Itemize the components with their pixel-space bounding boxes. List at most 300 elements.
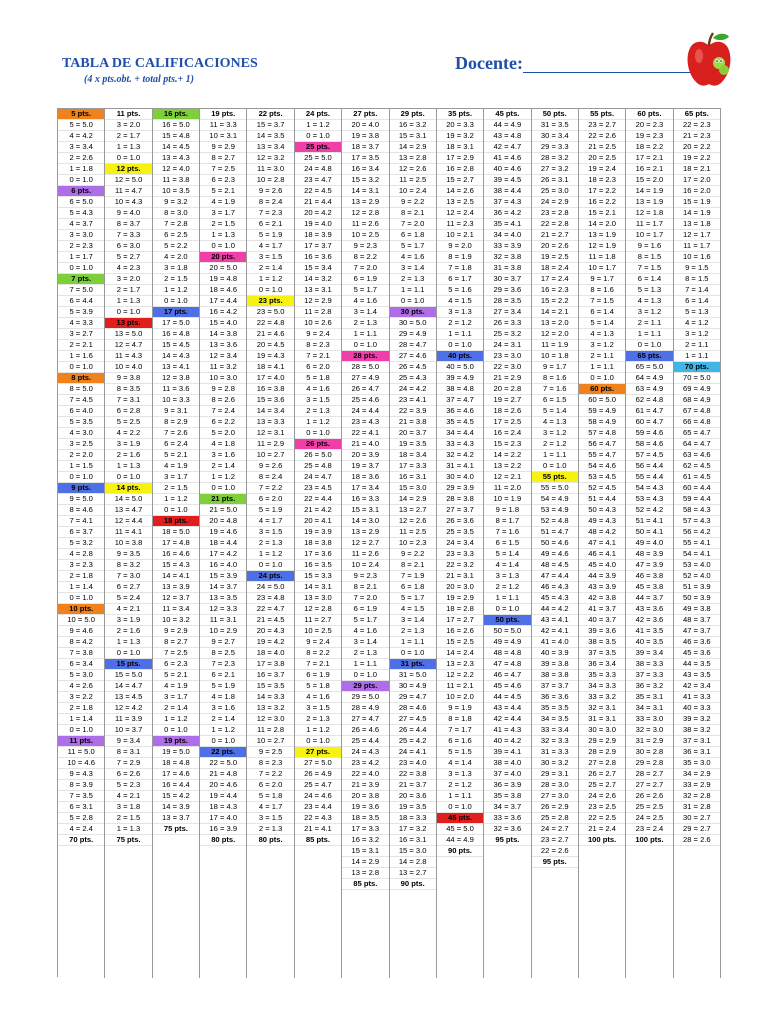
table-column — [342, 109, 389, 978]
grade-cell: 19 = 4.0 — [295, 219, 341, 230]
grade-cell: 22 = 4.5 — [295, 186, 341, 197]
grade-cell: 25 = 5.0 — [295, 153, 341, 164]
points-header: 50 pts. — [532, 109, 578, 120]
grade-cell: 34 = 4.4 — [437, 428, 483, 439]
points-header: 27 pts. — [342, 109, 388, 120]
grade-cell: 32 = 3.1 — [579, 703, 625, 714]
grade-cell: 28 = 3.0 — [532, 780, 578, 791]
grade-cell: 7 = 2.2 — [247, 769, 293, 780]
grade-cell: 7 = 1.6 — [484, 527, 530, 538]
points-header: 65 pts. — [674, 109, 720, 120]
grade-cell: 30 = 3.7 — [484, 274, 530, 285]
grade-cell: 24 = 2.7 — [532, 824, 578, 835]
grade-cell: 49 = 4.9 — [484, 637, 530, 648]
grade-cell: 23 = 4.1 — [390, 395, 436, 406]
points-header: 15 pts. — [105, 659, 151, 670]
grade-cell: 6 = 3.1 — [58, 802, 104, 813]
grade-cell: 19 = 2.7 — [484, 395, 530, 406]
grade-cell: 23 = 4.5 — [295, 483, 341, 494]
grade-cell: 13 = 4.7 — [105, 505, 151, 516]
grade-cell: 9 = 1.9 — [437, 703, 483, 714]
grade-cell: 38 = 3.8 — [532, 670, 578, 681]
grade-cell: 10 = 3.5 — [153, 186, 199, 197]
grade-cell: 12 = 1.8 — [626, 208, 672, 219]
grade-cell: 24 = 4.7 — [295, 472, 341, 483]
grade-cell: 11 = 2.5 — [390, 175, 436, 186]
grade-cell: 2 = 1.3 — [295, 406, 341, 417]
grade-cell: 7 = 2.1 — [295, 351, 341, 362]
grade-cell: 46 = 4.3 — [532, 582, 578, 593]
grade-cell: 8 = 2.1 — [390, 560, 436, 571]
grade-cell: 12 = 3.7 — [153, 593, 199, 604]
grade-cell: 16 = 3.2 — [342, 835, 388, 846]
grade-cell: 45 = 3.8 — [626, 582, 672, 593]
points-footer: 100 pts. — [579, 835, 625, 846]
grade-cell: 8 = 1.8 — [437, 714, 483, 725]
grade-cell: 31 = 2.8 — [674, 802, 720, 813]
points-header: 31 pts. — [390, 659, 436, 670]
table-column — [105, 109, 152, 978]
grade-cell: 6 = 2.7 — [105, 582, 151, 593]
grade-cell: 15 = 4.2 — [153, 791, 199, 802]
grade-cell: 35 = 3.5 — [532, 703, 578, 714]
grade-cell: 18 = 2.1 — [674, 164, 720, 175]
grade-cell: 9 = 2.6 — [247, 461, 293, 472]
grade-cell: 24 = 4.3 — [342, 747, 388, 758]
grade-cell: 7 = 2.8 — [153, 219, 199, 230]
grade-cell: 25 = 4.2 — [390, 736, 436, 747]
grade-cell: 15 = 3.6 — [247, 395, 293, 406]
points-header: 70 pts. — [674, 362, 720, 373]
grade-cell: 22 = 4.0 — [342, 769, 388, 780]
grade-cell: 21 = 2.3 — [674, 131, 720, 142]
grade-cell: 13 = 3.4 — [247, 142, 293, 153]
grade-cell: 40 = 3.5 — [626, 637, 672, 648]
grade-cell: 14 = 3.3 — [247, 692, 293, 703]
grade-cell: 17 = 3.3 — [390, 461, 436, 472]
grade-cell: 42 = 4.7 — [484, 142, 530, 153]
grade-cell: 13 = 3.7 — [153, 813, 199, 824]
grade-cell: 15 = 4.3 — [153, 560, 199, 571]
grade-cell: 1 = 1.1 — [390, 637, 436, 648]
grade-cell: 39 = 3.6 — [579, 626, 625, 637]
grade-cell: 11 = 2.6 — [342, 219, 388, 230]
grade-cell: 1 = 1.1 — [484, 593, 530, 604]
table-column — [484, 109, 531, 978]
grade-cell: 8 = 2.9 — [153, 417, 199, 428]
grade-cell: 23 = 4.4 — [295, 802, 341, 813]
grade-cell: 8 = 3.9 — [58, 780, 104, 791]
grade-cell: 16 = 2.2 — [579, 197, 625, 208]
grade-cell: 16 = 4.0 — [200, 560, 246, 571]
grade-cell: 8 = 2.5 — [200, 648, 246, 659]
points-header: 50 pts. — [484, 615, 530, 626]
grade-cell: 18 = 3.8 — [295, 538, 341, 549]
grade-cell: 29 = 3.6 — [484, 285, 530, 296]
grade-cell: 17 = 3.8 — [247, 659, 293, 670]
grade-cell: 22 = 5.0 — [200, 758, 246, 769]
grade-cell: 12 = 2.8 — [342, 208, 388, 219]
grade-cell: 1 = 1.5 — [58, 461, 104, 472]
grade-cell: 5 = 1.3 — [626, 285, 672, 296]
points-header: 17 pts. — [153, 307, 199, 318]
grade-cell: 10 = 2.7 — [247, 450, 293, 461]
grade-cell: 27 = 4.9 — [342, 373, 388, 384]
grade-cell: 11 = 2.3 — [437, 219, 483, 230]
grade-cell: 27 = 4.6 — [390, 351, 436, 362]
grade-cell: 6 = 1.6 — [437, 736, 483, 747]
grade-cell: 22 = 3.8 — [390, 769, 436, 780]
grade-cell: 11 = 3.6 — [153, 384, 199, 395]
grade-cell: 8 = 2.1 — [390, 208, 436, 219]
grade-cell: 13 = 2.0 — [532, 318, 578, 329]
grade-cell: 17 = 5.0 — [153, 318, 199, 329]
grade-cell: 15 = 3.0 — [390, 846, 436, 857]
grade-cell: 10 = 2.6 — [295, 318, 341, 329]
grade-cell: 2 = 1.3 — [390, 274, 436, 285]
grade-cell: 15 = 2.0 — [626, 175, 672, 186]
grade-cell: 38 = 4.0 — [484, 758, 530, 769]
grade-cell: 10 = 1.9 — [484, 494, 530, 505]
grade-cell: 31 = 2.9 — [626, 736, 672, 747]
grade-cell: 7 = 1.5 — [626, 263, 672, 274]
grade-cell: 7 = 3.3 — [105, 230, 151, 241]
grade-cell: 6 = 1.8 — [390, 582, 436, 593]
grade-cell: 51 = 3.9 — [674, 582, 720, 593]
grade-cell: 0 = 1.0 — [532, 461, 578, 472]
grade-cell: 40 = 4.2 — [484, 736, 530, 747]
table-column — [626, 109, 673, 978]
grade-cell: 7 = 2.4 — [200, 406, 246, 417]
grade-cell: 1 = 1.3 — [105, 824, 151, 835]
grade-cell: 10 = 2.8 — [247, 175, 293, 186]
grade-cell: 27 = 3.7 — [437, 505, 483, 516]
grade-cell: 10 = 1.7 — [579, 263, 625, 274]
grade-cell: 6 = 2.0 — [295, 362, 341, 373]
grade-cell: 50 = 5.0 — [484, 626, 530, 637]
grade-cell: 16 = 2.4 — [484, 428, 530, 439]
grade-cell: 33 = 3.9 — [484, 241, 530, 252]
grade-cell: 14 = 2.4 — [437, 648, 483, 659]
grade-cell: 11 = 2.8 — [247, 725, 293, 736]
grade-cell: 28 = 2.7 — [626, 769, 672, 780]
points-header: 10 pts. — [58, 604, 104, 615]
table-column — [532, 109, 579, 978]
points-footer: 90 pts. — [437, 846, 483, 857]
grade-cell: 9 = 2.2 — [390, 197, 436, 208]
grade-cell: 3 = 2.5 — [58, 439, 104, 450]
grade-cell: 2 = 2.6 — [58, 153, 104, 164]
grade-cell: 3 = 2.7 — [58, 329, 104, 340]
grade-cell: 15 = 2.1 — [579, 208, 625, 219]
points-header: 21 pts. — [200, 494, 246, 505]
grade-cell: 21 = 4.0 — [342, 439, 388, 450]
grade-cell: 2 = 1.3 — [390, 626, 436, 637]
points-header: 55 pts. — [579, 109, 625, 120]
grade-cell: 47 = 4.4 — [532, 571, 578, 582]
grade-cell: 3 = 1.4 — [390, 615, 436, 626]
grade-cell: 30 = 4.0 — [437, 472, 483, 483]
grade-cell: 52 = 4.2 — [626, 505, 672, 516]
grade-cell: 9 = 3.1 — [153, 406, 199, 417]
grade-cell: 21 = 2.4 — [579, 824, 625, 835]
grade-cell: 7 = 2.5 — [153, 648, 199, 659]
grade-cell: 11 = 5.0 — [58, 747, 104, 758]
grade-cell: 24 = 3.4 — [437, 538, 483, 549]
grade-cell: 12 = 2.0 — [532, 329, 578, 340]
grade-cell: 30 = 2.8 — [626, 747, 672, 758]
grade-cell: 46 = 3.8 — [626, 571, 672, 582]
grade-cell: 7 = 2.0 — [342, 593, 388, 604]
grade-cell: 7 = 2.6 — [153, 428, 199, 439]
grade-cell: 19 = 4.6 — [200, 527, 246, 538]
grade-cell: 12 = 3.0 — [247, 714, 293, 725]
grade-cell: 2 = 1.5 — [153, 274, 199, 285]
grade-cell: 8 = 2.3 — [295, 340, 341, 351]
grade-cell: 18 = 4.4 — [200, 538, 246, 549]
grade-cell: 24 = 2.9 — [532, 197, 578, 208]
grade-cell: 28 = 2.6 — [674, 835, 720, 846]
grade-cell: 2 = 1.7 — [105, 285, 151, 296]
grade-cell: 0 = 1.0 — [58, 263, 104, 274]
grade-cell: 5 = 1.4 — [484, 549, 530, 560]
grade-cell: 12 = 1.9 — [579, 241, 625, 252]
grade-cell: 39 = 3.8 — [532, 659, 578, 670]
grade-cell: 2 = 1.2 — [437, 318, 483, 329]
grade-cell: 32 = 3.3 — [532, 736, 578, 747]
grade-cell: 2 = 1.3 — [247, 824, 293, 835]
grade-cell: 4 = 1.6 — [295, 384, 341, 395]
grade-cell: 11 = 2.5 — [390, 527, 436, 538]
grade-cell: 9 = 1.6 — [626, 241, 672, 252]
grade-cell: 10 = 4.3 — [105, 197, 151, 208]
grade-cell: 26 = 2.6 — [626, 791, 672, 802]
grade-cell: 17 = 4.2 — [200, 549, 246, 560]
grade-cell: 4 = 2.8 — [58, 549, 104, 560]
grade-cell: 32 = 2.8 — [674, 791, 720, 802]
grade-cell: 21 = 4.1 — [295, 824, 341, 835]
grade-cell: 44 = 3.5 — [674, 659, 720, 670]
grade-cell: 22 = 2.3 — [674, 120, 720, 131]
grade-cell: 38 = 3.5 — [579, 637, 625, 648]
grade-cell: 21 = 2.7 — [532, 230, 578, 241]
grade-cell: 20 = 4.8 — [200, 516, 246, 527]
grade-cell: 37 = 3.7 — [532, 681, 578, 692]
grade-cell: 8 = 2.2 — [295, 648, 341, 659]
grade-cell: 39 = 4.5 — [484, 175, 530, 186]
grade-cell: 14 = 4.3 — [153, 351, 199, 362]
grade-cell: 2 = 1.5 — [200, 219, 246, 230]
grade-cell: 33 = 3.2 — [579, 692, 625, 703]
grade-cell: 18 = 4.0 — [247, 648, 293, 659]
grade-cell: 37 = 4.7 — [437, 395, 483, 406]
points-header: 60 pts. — [626, 109, 672, 120]
grade-cell: 20 = 3.3 — [437, 120, 483, 131]
grade-cell: 3 = 1.5 — [247, 813, 293, 824]
grade-cell: 38 = 3.2 — [674, 725, 720, 736]
grade-cell: 1 = 1.1 — [626, 329, 672, 340]
grade-cell: 30 = 5.0 — [390, 318, 436, 329]
points-header: 14 pts. — [105, 483, 151, 494]
grade-cell: 57 = 4.8 — [579, 428, 625, 439]
grade-cell: 7 = 2.3 — [247, 208, 293, 219]
grade-cell: 38 = 4.8 — [437, 384, 483, 395]
points-header: 65 pts. — [626, 351, 672, 362]
grade-cell: 57 = 4.5 — [626, 450, 672, 461]
grade-cell: 7 = 2.0 — [342, 263, 388, 274]
grade-cell: 46 = 4.1 — [579, 549, 625, 560]
grade-cell: 7 = 1.8 — [437, 263, 483, 274]
points-footer: 90 pts. — [390, 879, 436, 890]
grade-cell: 0 = 1.0 — [58, 593, 104, 604]
grade-cell: 55 = 4.4 — [626, 472, 672, 483]
grade-cell: 4 = 1.8 — [200, 692, 246, 703]
points-header: 55 pts. — [532, 472, 578, 483]
grade-cell: 24 = 4.1 — [390, 747, 436, 758]
grade-cell: 22 = 4.8 — [247, 318, 293, 329]
grade-cell: 30 = 3.2 — [532, 758, 578, 769]
grade-cell: 3 = 1.5 — [247, 252, 293, 263]
points-footer: 95 pts. — [484, 835, 530, 846]
grade-cell: 64 = 4.9 — [626, 373, 672, 384]
grade-cell: 16 = 3.5 — [295, 560, 341, 571]
grade-cell: 28 = 2.9 — [579, 747, 625, 758]
grade-cell: 42 = 4.4 — [484, 714, 530, 725]
grade-cell: 19 = 2.3 — [626, 131, 672, 142]
grade-cell: 2 = 1.4 — [200, 714, 246, 725]
grade-cell: 4 = 2.3 — [105, 263, 151, 274]
grade-cell: 5 = 2.0 — [200, 428, 246, 439]
grade-cell: 27 = 3.4 — [484, 307, 530, 318]
grade-cell: 42 = 3.4 — [674, 681, 720, 692]
grade-cell: 17 = 3.3 — [342, 824, 388, 835]
grade-cell: 4 = 1.9 — [153, 681, 199, 692]
grade-cell: 24 = 3.1 — [484, 340, 530, 351]
grade-cell: 10 = 2.5 — [295, 626, 341, 637]
grade-cell: 27 = 3.2 — [532, 164, 578, 175]
grade-cell: 31 = 4.1 — [437, 461, 483, 472]
grade-cell: 16 = 2.3 — [532, 285, 578, 296]
grade-cell: 20 = 5.0 — [200, 263, 246, 274]
grade-cell: 7 = 1.5 — [579, 296, 625, 307]
grade-cell: 1 = 1.2 — [200, 472, 246, 483]
grade-cell: 1 = 1.7 — [58, 252, 104, 263]
grade-cell: 56 = 4.2 — [674, 527, 720, 538]
grade-cell: 1 = 1.2 — [200, 725, 246, 736]
grade-cell: 11 = 3.2 — [200, 362, 246, 373]
grade-cell: 13 = 4.1 — [153, 362, 199, 373]
points-header: 5 pts. — [58, 109, 104, 120]
grade-cell: 17 = 2.4 — [532, 274, 578, 285]
grade-cell: 5 = 1.4 — [579, 318, 625, 329]
grade-cell: 25 = 4.8 — [295, 461, 341, 472]
grade-cell: 33 = 3.6 — [484, 813, 530, 824]
grade-cell: 6 = 5.0 — [58, 197, 104, 208]
grade-cell: 26 = 5.0 — [295, 450, 341, 461]
grade-cell: 5 = 1.7 — [390, 593, 436, 604]
grade-cell: 7 = 2.5 — [200, 164, 246, 175]
grade-cell: 47 = 3.9 — [626, 560, 672, 571]
grade-cell: 34 = 3.7 — [484, 802, 530, 813]
grade-cell: 50 = 3.9 — [674, 593, 720, 604]
grade-cell: 16 = 2.1 — [626, 164, 672, 175]
grade-cell: 35 = 4.1 — [484, 219, 530, 230]
grade-cell: 9 = 2.9 — [153, 626, 199, 637]
grade-cell: 12 = 3.1 — [247, 428, 293, 439]
grade-cell: 41 = 4.0 — [532, 637, 578, 648]
grade-cell: 11 = 1.8 — [579, 252, 625, 263]
grade-cell: 5 = 1.9 — [247, 505, 293, 516]
grade-cell: 3 = 2.3 — [58, 560, 104, 571]
points-header: 45 pts. — [437, 813, 483, 824]
grade-cell: 0 = 1.0 — [105, 153, 151, 164]
grade-cell: 8 = 1.6 — [579, 285, 625, 296]
grade-cell: 3 = 1.2 — [626, 307, 672, 318]
grade-cell: 6 = 2.8 — [105, 406, 151, 417]
grade-cell: 20 = 3.8 — [342, 791, 388, 802]
points-footer: 80 pts. — [200, 835, 246, 846]
grade-cell: 10 = 1.8 — [532, 351, 578, 362]
grade-cell: 21 = 3.8 — [390, 417, 436, 428]
grade-cell: 7 = 3.5 — [58, 791, 104, 802]
points-footer: 100 pts. — [626, 835, 672, 846]
grade-cell: 0 = 1.0 — [342, 340, 388, 351]
grade-cell: 3 = 1.2 — [532, 428, 578, 439]
grade-cell: 5 = 1.4 — [532, 406, 578, 417]
points-header: 25 pts. — [295, 142, 341, 153]
grade-cell: 16 = 3.3 — [342, 494, 388, 505]
grade-cell: 17 = 4.4 — [200, 296, 246, 307]
grades-table — [57, 108, 721, 977]
grade-cell: 44 = 3.9 — [579, 571, 625, 582]
points-footer: 95 pts. — [532, 857, 578, 868]
grade-cell: 7 = 2.9 — [105, 758, 151, 769]
grade-cell: 16 = 3.9 — [200, 824, 246, 835]
grade-cell: 19 = 4.4 — [200, 791, 246, 802]
grade-cell: 13 = 2.2 — [484, 461, 530, 472]
grade-cell: 6 = 1.9 — [342, 604, 388, 615]
grade-cell: 35 = 3.8 — [484, 791, 530, 802]
grade-cell: 8 = 3.7 — [105, 219, 151, 230]
grade-cell: 26 = 2.7 — [579, 769, 625, 780]
grade-cell: 9 = 2.8 — [200, 384, 246, 395]
grade-cell: 9 = 4.6 — [58, 626, 104, 637]
grade-cell: 14 = 3.4 — [247, 406, 293, 417]
grade-cell: 8 = 3.0 — [153, 208, 199, 219]
grade-cell: 56 = 4.7 — [579, 439, 625, 450]
grade-cell: 2 = 1.6 — [105, 450, 151, 461]
grade-cell: 2 = 1.4 — [247, 263, 293, 274]
grade-cell: 1 = 1.1 — [390, 285, 436, 296]
grade-cell: 3 = 1.4 — [390, 263, 436, 274]
grade-cell: 4 = 1.7 — [247, 241, 293, 252]
grade-cell: 19 = 5.0 — [153, 747, 199, 758]
grade-cell: 15 = 2.3 — [484, 439, 530, 450]
grade-cell: 11 = 3.0 — [247, 164, 293, 175]
grade-cell: 5 = 1.7 — [342, 615, 388, 626]
grade-cell: 31 = 3.1 — [579, 714, 625, 725]
grade-cell: 45 = 5.0 — [437, 824, 483, 835]
grade-cell: 19 = 4.2 — [247, 637, 293, 648]
points-header: 27 pts. — [295, 747, 341, 758]
grade-cell: 20 = 3.9 — [342, 450, 388, 461]
grade-cell: 20 = 2.6 — [532, 241, 578, 252]
grade-cell: 30 = 2.7 — [674, 813, 720, 824]
grade-cell: 9 = 2.3 — [342, 571, 388, 582]
grade-cell: 23 = 3.0 — [484, 351, 530, 362]
grade-cell: 13 = 3.0 — [295, 593, 341, 604]
grade-cell: 3 = 1.6 — [200, 703, 246, 714]
